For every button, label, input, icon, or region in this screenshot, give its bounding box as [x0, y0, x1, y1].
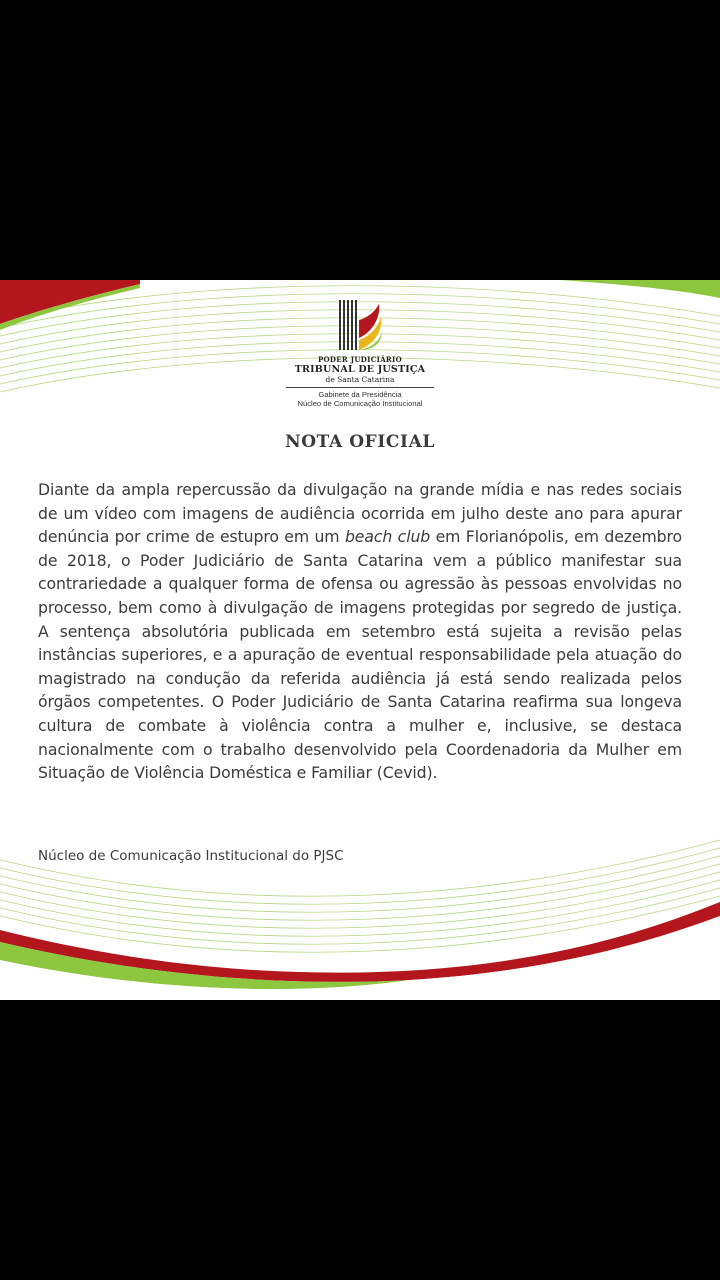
bottom-decorative-swoosh — [0, 820, 720, 1000]
tjsc-emblem-icon — [335, 298, 385, 352]
logo-line-santa-catarina: de Santa Catarina — [325, 375, 395, 384]
logo-line-gabinete: Gabinete da Presidência — [318, 390, 402, 399]
logo-line-tribunal: TRIBUNAL DE JUSTIÇA — [294, 364, 426, 375]
note-body-italic: beach club — [344, 527, 431, 547]
note-body — [38, 478, 682, 785]
logo-line-nucleo: Núcleo de Comunicação Institucional — [297, 399, 423, 408]
note-signature: Núcleo de Comunicação Institucional do PJSC — [38, 848, 344, 864]
logo-line-poder-judiciario: PODER JUDICIÁRIO — [317, 355, 403, 364]
official-note-card — [0, 280, 720, 1000]
tjsc-logo — [286, 298, 434, 408]
note-body-part-1: Diante da ampla repercussão da divulgação na grande mídia e nas redes sociais de um vídeo com imagens de audiência ocorrida em julho deste ano para apurar denúncia por crime de estupro em um — [38, 480, 682, 547]
logo-divider — [286, 387, 434, 388]
page-title: NOTA OFICIAL — [285, 432, 435, 452]
note-body-part-2: em Florianópolis, em dezembro de 2018, o Poder Judiciário de Santa Catarina vem a público manifestar sua contrariedade a qualquer forma de ofensa ou agressão às pessoas envolvidas no processo, bem como à divulgação de imagens protegidas por segredo de justiça. A sentença absolutória publicada em setembro está sujeita a revisão pelas instâncias superiores, e a apuração de eventual responsabilidade pela atuação do magistrado na condução da referida audiência já está sendo realizada pelos órgãos competentes. O Poder Judiciário de Santa Catarina reafirma sua longeva cultura de combate à violência contra a mulher e, inclusive, se destaca nacionalmente com o trabalho desenvolvido pela Coordenadoria da Mulher em Situação de Violência Doméstica e Familiar (Cevid). — [38, 527, 682, 783]
